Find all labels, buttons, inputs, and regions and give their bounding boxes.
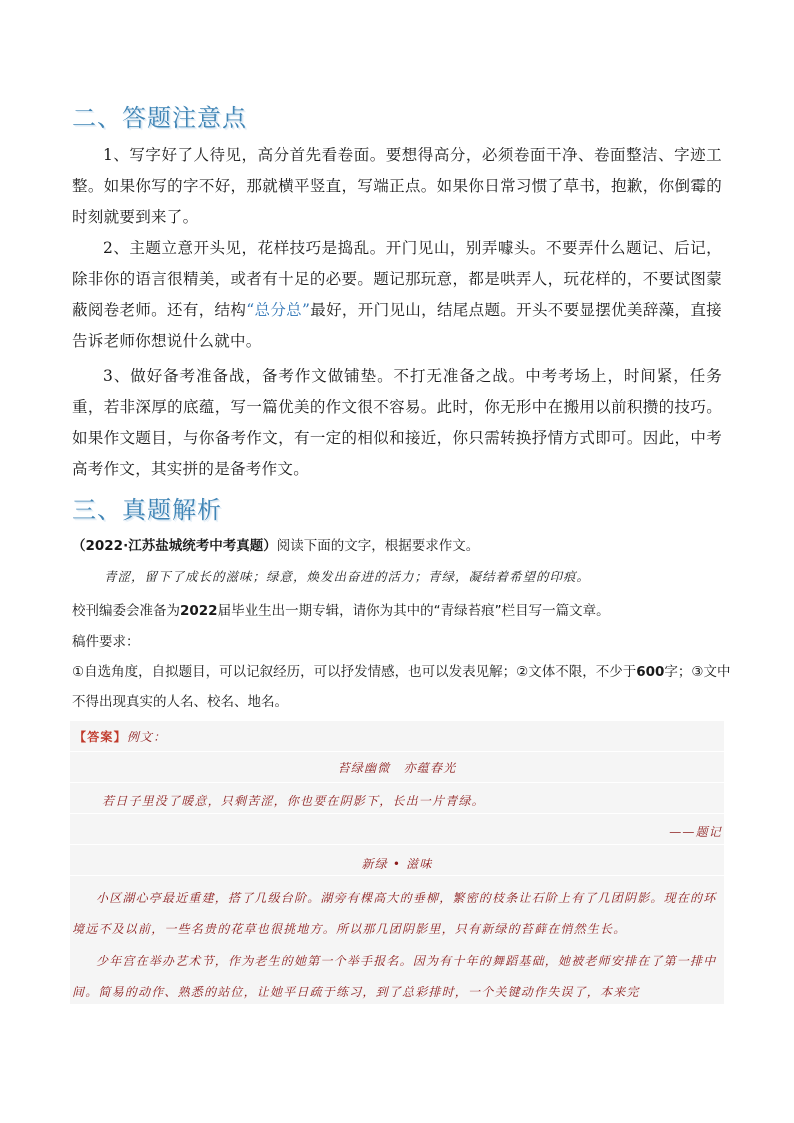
question-source-line [72, 531, 732, 561]
question-notice [72, 596, 732, 626]
notice-text-pre: 校刊编委会准备为 [72, 603, 180, 619]
notice-text-post: 届毕业生出一期专辑，请你为其中的“青绿苔痕”栏目写一篇文章。 [217, 603, 610, 619]
tip-2-quote: “总分总” [246, 301, 311, 319]
requirements-label: 稿件要求： [72, 634, 140, 650]
answer-tag-label: 例文： [126, 730, 167, 744]
answer-tag-bracket: 【答案】 [74, 730, 127, 744]
answer-row-divider [70, 721, 724, 752]
essay-paragraph-1: 小区湖心亭最近重建，搭了几级台阶。湖旁有棵高大的垂柳，繁密的枝条让石阶上有了几团阴影。现在的环境远不及以前，一些名贵的花草也很挑地方。所以那几团阴影里，只有新绿的苔藓在悄然生长。 [72, 891, 717, 936]
essay-paragraph-2: 少年宫在举办艺术节，作为老生的她第一个举手报名。因为有十年的舞蹈基础，她被老师安排在了第一排中间。简易的动作、熟悉的站位，让她平日疏于练习，到了总彩排时，一个关键动作失误了，本来完 [72, 954, 717, 999]
tip-paragraph-3: 3、做好备考准备战，备考作文做铺垫。不打无准备之战。中考考场上，时间紧，任务重，若非深厚的底蕴，写一篇优美的作文很不容易。此时，你无形中在搬用以前积攒的技巧。如果作文题目，与你备考作文，有一定的相似和接近，你只需转换抒情方式即可。因此，中考高考作文，其实拼的是备考作文。 [72, 367, 722, 478]
req-text-pre: ①自选角度，自拟题目，可以记叙经历，可以抒发情感，也可以发表见解；②文体不限，不少于 [72, 664, 637, 680]
question-source: （2022·江苏盐城统考中考真题） [72, 538, 277, 554]
section-title-tips: 二、答题注意点 [72, 104, 247, 132]
answer-tag [74, 728, 166, 745]
essay-subtitle: 新绿 • 滋味 [361, 857, 433, 871]
tip-2-text-before: 2、主题立意开头见，花样技巧是捣乱。开门见山，别弄噱头。不要弄什么题记、后记，除非你的语言很精美，或者有十足的必要。题记那玩意，都是哄弄人，玩花样的，不要试图蒙蔽阅卷老师。还有，结构 [72, 239, 722, 319]
essay-title: 苔绿幽微 亦蕴春光 [337, 761, 457, 775]
req-word-count: 600 [636, 664, 665, 680]
essay-epigraph: 若日子里没了暖意，只剩苦涩，你也要在阴影下，长出一片青绿。 [102, 794, 485, 808]
question-material: 青涩，留下了成长的滋味；绿意，焕发出奋进的活力；青绿，凝结着希望的印痕。 [104, 569, 591, 584]
section-title-analysis: 三、真题解析 [72, 496, 222, 524]
answer-box [70, 721, 724, 1004]
req-text-post: 字；③文中不得出现真实的人名、校名、地名。 [72, 664, 731, 710]
tip-paragraph-2 [72, 233, 722, 357]
answer-row-divider [70, 814, 724, 845]
requirements-body [72, 657, 732, 717]
tip-2-text-after: 最好，开门见山，结尾点题。开头不要显摆优美辞藻，直接告诉老师你想说什么就中。 [72, 301, 722, 350]
notice-year: 2022 [180, 603, 218, 619]
question-instruction: 阅读下面的文字，根据要求作文。 [276, 538, 480, 554]
epigraph-signature: ——题记 [669, 825, 722, 839]
tip-paragraph-1: 1、写字好了人待见，高分首先看卷面。要想得高分，必须卷面干净、卷面整洁、字迹工整。如果你写的字不好，那就横平竖直，写端正点。如果你日常习惯了草书，抱歉，你倒霉的时刻就要到来了。 [72, 146, 722, 226]
